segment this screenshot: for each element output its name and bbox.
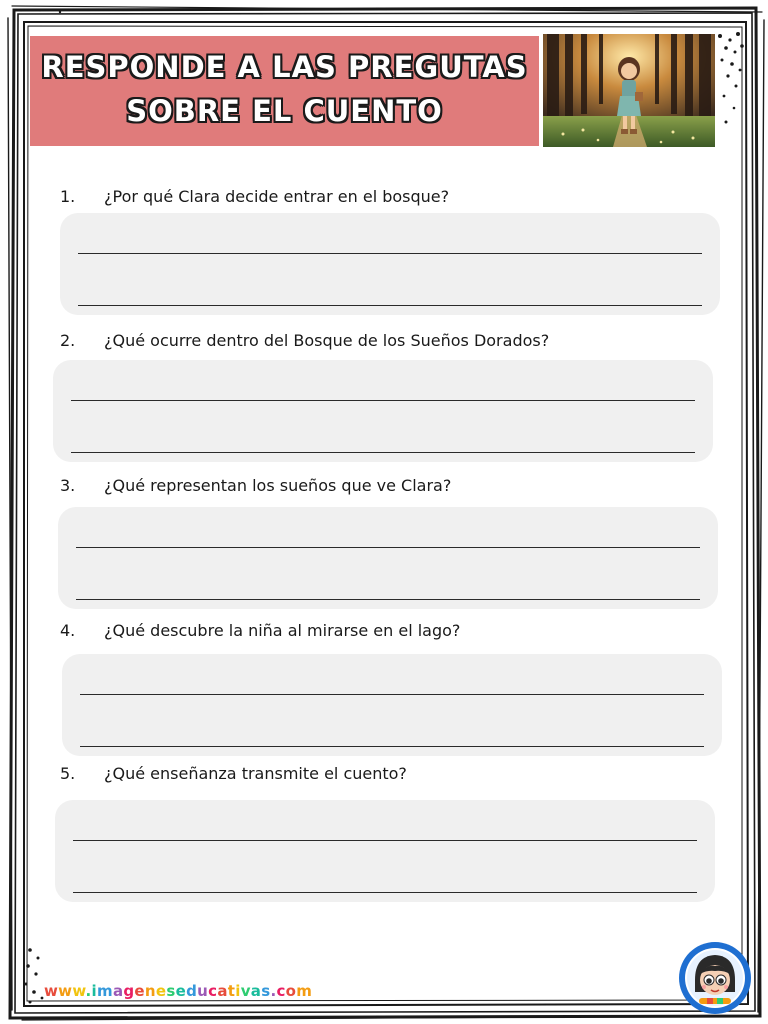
answer-line [71, 452, 695, 453]
answer-line [76, 599, 700, 600]
answer-box-5[interactable] [55, 800, 715, 902]
answer-line [80, 746, 704, 747]
question-number: 5. [60, 764, 76, 783]
question-text: ¿Qué descubre la niña al mirarse en el lago? [104, 621, 461, 640]
answer-box-4[interactable] [62, 654, 722, 756]
question-number: 3. [60, 476, 76, 495]
answer-box-2[interactable] [53, 360, 713, 462]
question-2 [60, 326, 720, 356]
answer-line [78, 253, 702, 254]
answer-line [80, 694, 704, 695]
question-text: ¿Qué ocurre dentro del Bosque de los Sueños Dorados? [104, 331, 550, 350]
answer-box-1[interactable] [60, 213, 720, 315]
question-number: 4. [60, 621, 76, 640]
question-text: ¿Qué enseñanza transmite el cuento? [104, 764, 407, 783]
title-banner [30, 36, 539, 146]
imagenes-educativas-logo-icon [677, 940, 753, 1016]
question-number: 1. [60, 187, 76, 206]
answer-line [73, 892, 697, 893]
story-illustration [543, 34, 715, 147]
answer-box-3[interactable] [58, 507, 718, 609]
question-3 [60, 471, 720, 501]
answer-line [73, 840, 697, 841]
answer-line [71, 400, 695, 401]
title-line-2: SOBRE EL CUENTO [126, 94, 443, 128]
title-line-1: RESPONDE A LAS PREGUTAS [41, 50, 528, 84]
website-link[interactable] [44, 982, 312, 1000]
question-number: 2. [60, 331, 76, 350]
question-1 [60, 182, 720, 212]
answer-line [76, 547, 700, 548]
question-4 [60, 616, 720, 646]
question-text: ¿Qué representan los sueños que ve Clara? [104, 476, 452, 495]
question-text: ¿Por qué Clara decide entrar en el bosque? [104, 187, 450, 206]
question-5 [60, 759, 720, 789]
website-text: www.imageneseducativas.com [44, 982, 313, 1000]
answer-line [78, 305, 702, 306]
